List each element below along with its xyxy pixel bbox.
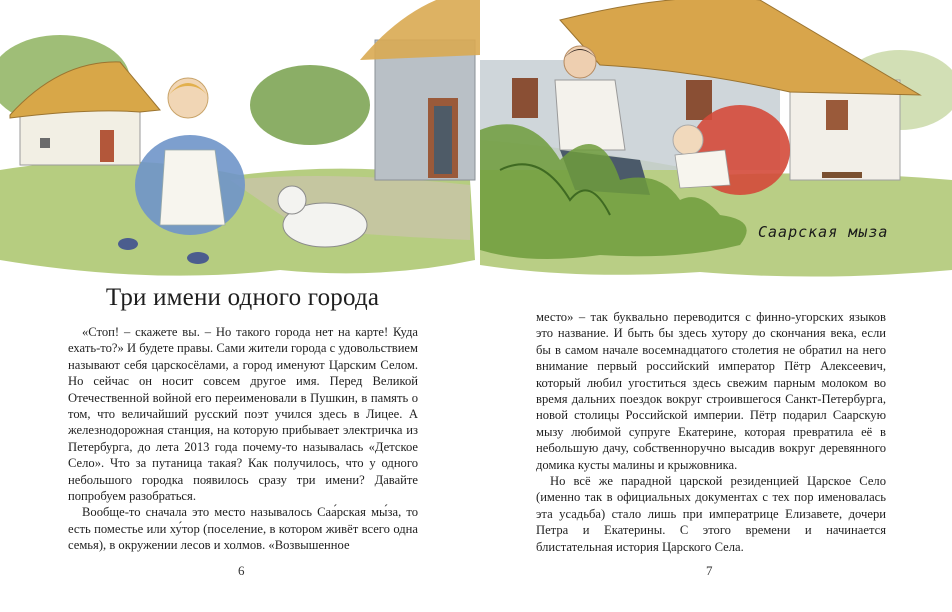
paragraph: место» – так буквально переводится с финно-угорских языков это название. И быть бы здесь хутору до скончания века, если бы в самом начале восемнадцатого столетия не обратил на него внимание первый российский император Пётр Алексеевич, который любил угоститься здесь свежим парным молоком во время дальних поездок вокруг строившегося Санкт-Петербурга, новой столицы Российской империи. Пётр подарил Саарскую мызу любимой супруге Екатерине, которая превратила её в небольшую дачу, собственноручно высадив вокруг деревянного домика кусты малины и крыжовника. <box>536 310 886 472</box>
left-page-text <box>68 324 418 554</box>
dog-head <box>278 186 306 214</box>
cottage-left-window <box>40 138 50 148</box>
house-right-window-1 <box>512 78 538 118</box>
page-title: Три имени одного города <box>105 284 380 311</box>
paragraph: Вообще-то сначала это место называлось Саа́рская мы́за, то есть поместье или ху́тор (поселение, в котором живёт всего одна семья), в окружении лесов и холмов. «Возвышенное <box>68 505 418 553</box>
woman-blouse <box>675 150 730 188</box>
girl-apron <box>160 150 225 225</box>
house-center-roof <box>360 0 480 60</box>
paragraph: Но всё же парадной царской резиденцией Царское Село (именно так в официальных документах с тех пор именовалась эта усадьба) стало лишь при императрице Елизавете, дочери Петра и Екатерины. С этого времени и начинается блистательная история Царского Села. <box>536 474 886 554</box>
cottage-left-wall <box>20 110 140 165</box>
cottage-left-door <box>100 130 114 162</box>
page-number-right: 7 <box>706 563 713 578</box>
girl-shoe-2 <box>187 252 209 264</box>
paragraph: «Стоп! – скажете вы. – Но такого города нет на карте! Куда ехать-то?» И будете правы. Сами жители города с удовольствием называют себя царскосёлами, а город именуют Царским Селом. Но сейчас он носит совсем другое имя. Перед Великой Отечественной войной его переименовали в Пушкин, в память о том, что величайший русский поэт учился здесь в Лицее. А железнодорожная станция, на которую прибывает электричка из Петербурга, до лета 2013 года почему-то называлась «Детское Село». Что за путаница такая? Как получилось, что у одного небольшого городка появилось сразу три имени? Давайте попробуем разобраться. <box>68 325 418 504</box>
house-right-window-2 <box>686 80 712 120</box>
tree-left-2 <box>250 65 370 145</box>
woman-head <box>673 125 703 155</box>
bench <box>822 172 862 178</box>
man-head <box>564 46 596 78</box>
illustration-caption: Саарская мыза <box>758 223 889 241</box>
house-right-window-3 <box>826 100 848 130</box>
right-page-text <box>536 309 886 555</box>
girl-shoe-1 <box>118 238 138 250</box>
house-center-wall <box>375 40 475 180</box>
watercolor-illustration <box>0 0 952 285</box>
man-shirt <box>555 80 625 150</box>
page-number-left: 6 <box>238 563 245 578</box>
